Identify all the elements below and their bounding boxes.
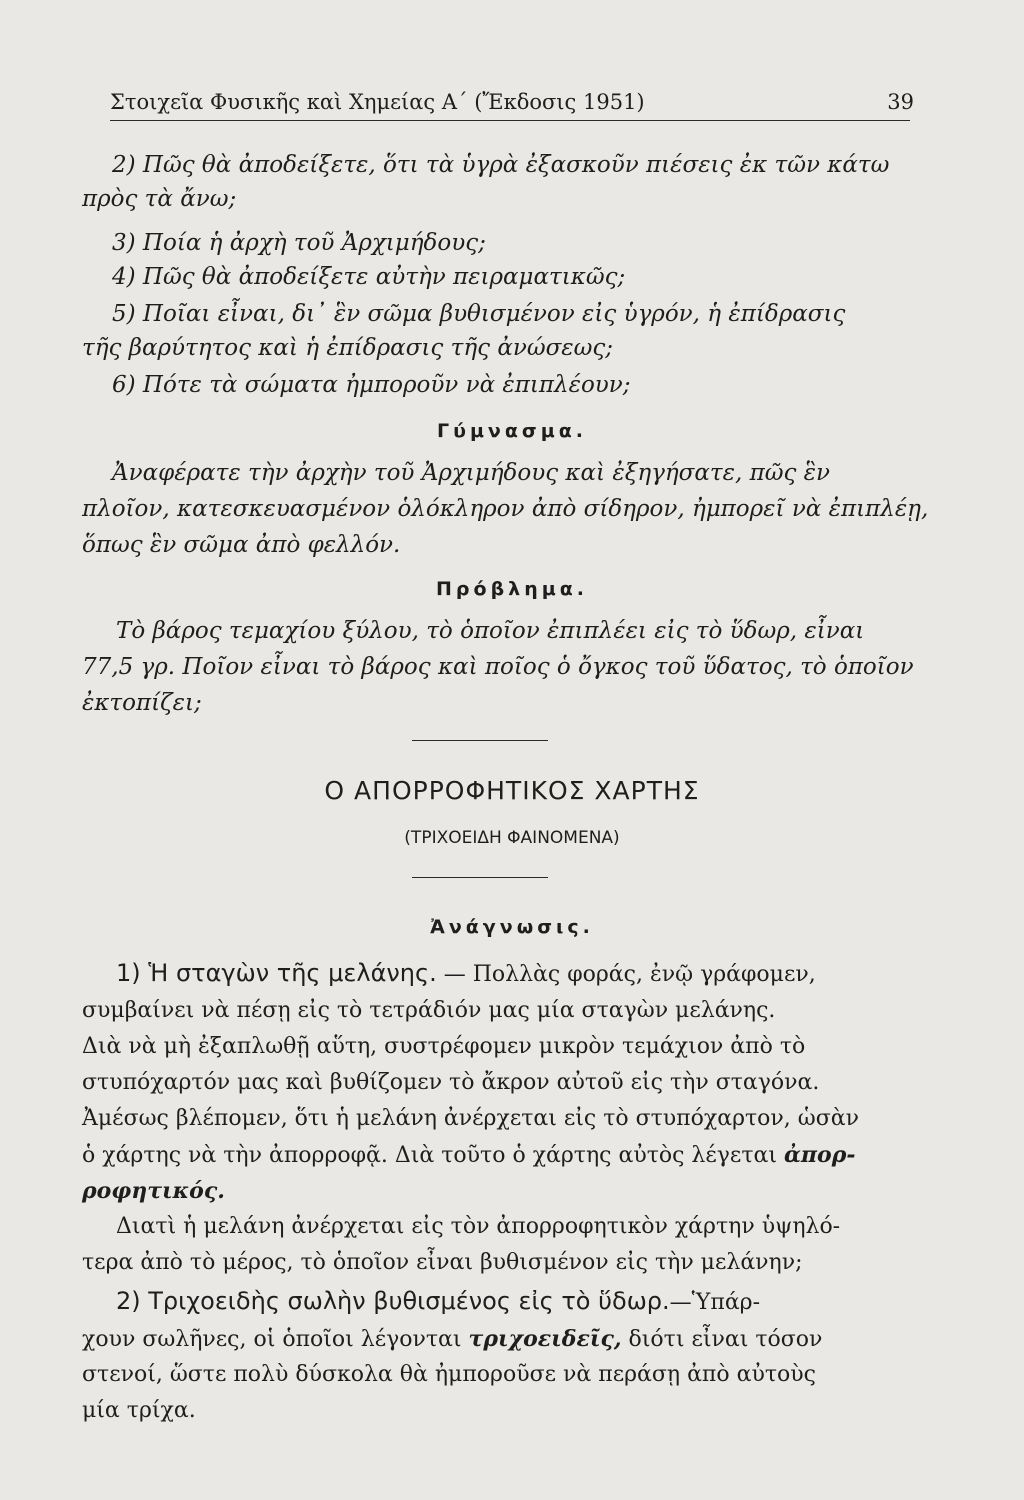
question-2-line-1: 2) Πῶς θὰ ἀποδείξετε, ὅτι τὰ ὑγρὰ ἐξασκοῦν πιέσεις ἐκ τῶν κάτω — [112, 152, 890, 178]
term-absorbent: ἀπορ- — [783, 1142, 856, 1168]
paragraph-1-line-2: συμβαίνει νὰ πέσῃ εἰς τὸ τετράδιόν μας μία σταγὼν μελάνης. — [82, 998, 776, 1023]
paragraph-3-line-2 — [82, 1322, 882, 1357]
exercise-line-1: Ἀναφέρατε τὴν ἀρχὴν τοῦ Ἀρχιμήδους καὶ ἐξηγήσατε, πῶς ἓν — [112, 460, 830, 486]
exercise-heading: Γύμνασμα. — [437, 420, 587, 442]
header-title: Στοιχεῖα Φυσικῆς καὶ Χημείας Α΄ (Ἔκδοσις 1951) — [110, 90, 645, 114]
question-2-line-2: πρὸς τὰ ἄνω; — [82, 186, 237, 212]
paragraph-2-line-2: τερα ἀπὸ τὸ μέρος, τὸ ὁποῖον εἶναι βυθισμένον εἰς τὴν μελάνην; — [82, 1250, 803, 1275]
question-6: 6) Πότε τὰ σώματα ἠμποροῦν νὰ ἐπιπλέουν; — [112, 372, 631, 398]
question-4: 4) Πῶς θὰ ἀποδείξετε αὐτὴν πειραματικῶς; — [112, 264, 626, 290]
question-5-line-2: τῆς βαρύτητος καὶ ἡ ἐπίδρασις τῆς ἀνώσεως; — [82, 335, 614, 361]
paragraph-1-lead: 1) Ἡ σταγὼν τῆς μελάνης. — [116, 959, 437, 987]
paragraph-3-line-1 — [116, 1284, 916, 1320]
paragraph-1-line-3: Διὰ νὰ μὴ ἐξαπλωθῇ αὕτη, συστρέφομεν μικρὸν τεμάχιον ἀπὸ τὸ — [82, 1034, 806, 1059]
paragraph-1-line-1-rest: — Πολλὰς φοράς, ἐνῷ γράφομεν, — [436, 962, 816, 987]
paragraph-3-line-1-rest: —Ὑπάρ- — [669, 1290, 761, 1315]
paragraph-3-line-2-end: διότι εἶναι τόσον — [628, 1327, 823, 1352]
exercise-line-3: ὅπως ἓν σῶμα ἀπὸ φελλόν. — [82, 532, 401, 558]
paragraph-3-line-2-text: χουν σωλῆνες, οἱ ὁποῖοι λέγονται — [82, 1327, 462, 1352]
problem-line-2: 77,5 γρ. Ποῖον εἶναι τὸ βάρος καὶ ποῖος ὁ ὄγκος τοῦ ὕδατος, τὸ ὁποῖον — [82, 654, 914, 680]
reading-heading: Ἀνάγνωσις. — [430, 916, 594, 938]
problem-line-1: Τὸ βάρος τεμαχίου ξύλου, τὸ ὁποῖον ἐπιπλέει εἰς τὸ ὕδωρ, εἶναι — [116, 618, 865, 644]
paragraph-3-line-3: στενοί, ὥστε πολὺ δύσκολα θὰ ἠμποροῦσε νὰ περάσῃ ἀπὸ αὐτοὺς — [82, 1362, 816, 1387]
question-3: 3) Ποία ἡ ἀρχὴ τοῦ Ἀρχιμήδους; — [112, 230, 486, 256]
section-subtitle: (ΤΡΙΧΟΕΙΔΗ ΦΑΙΝΟΜΕΝΑ) — [404, 828, 620, 848]
running-header — [110, 86, 914, 121]
paragraph-1-line-6-text: ὁ χάρτης νὰ τὴν ἀπορροφᾷ. Διὰ τοῦτο ὁ χάρτης αὐτὸς λέγεται — [82, 1143, 777, 1168]
paragraph-1-line-6 — [82, 1138, 882, 1173]
paragraph-1-line-5: Ἀμέσως βλέπομεν, ὅτι ἡ μελάνη ἀνέρχεται εἰς τὸ στυπόχαρτον, ὡσὰν — [82, 1106, 859, 1131]
paragraph-1-line-4: στυπόχαρτόν μας καὶ βυθίζομεν τὸ ἄκρον αὐτοῦ εἰς τὴν σταγόνα. — [82, 1070, 820, 1095]
paragraph-1-line-1 — [116, 956, 916, 992]
problem-heading: Πρόβλημα. — [436, 578, 588, 600]
problem-line-3: ἐκτοπίζει; — [82, 690, 202, 716]
paragraph-1-line-7: ροφητικός. — [82, 1178, 225, 1204]
divider-rule-top — [412, 740, 548, 741]
page-number: 39 — [887, 90, 914, 114]
question-5-line-1: 5) Ποῖαι εἶναι, δι᾽ ἓν σῶμα βυθισμένον εἰς ὑγρόν, ἡ ἐπίδρασις — [112, 301, 846, 327]
paragraph-3-line-4: μία τρίχα. — [82, 1398, 196, 1423]
paragraph-3-lead: 2) Τριχοειδὴς σωλὴν βυθισμένος εἰς τὸ ὕδωρ. — [116, 1287, 670, 1315]
paragraph-2-line-1: Διατὶ ἡ μελάνη ἀνέρχεται εἰς τὸν ἀπορροφητικὸν χάρτην ὑψηλό- — [116, 1214, 841, 1239]
section-title: Ο ΑΠΟΡΡΟΦΗΤΙΚΟΣ ΧΑΡΤΗΣ — [324, 776, 700, 805]
exercise-line-2: πλοῖον, κατεσκευασμένον ὁλόκληρον ἀπὸ σίδηρον, ἠμπορεῖ νὰ ἐπιπλέῃ, — [82, 496, 929, 522]
divider-rule-bottom — [412, 877, 548, 878]
term-capillary: τριχοειδεῖς, — [468, 1326, 622, 1352]
